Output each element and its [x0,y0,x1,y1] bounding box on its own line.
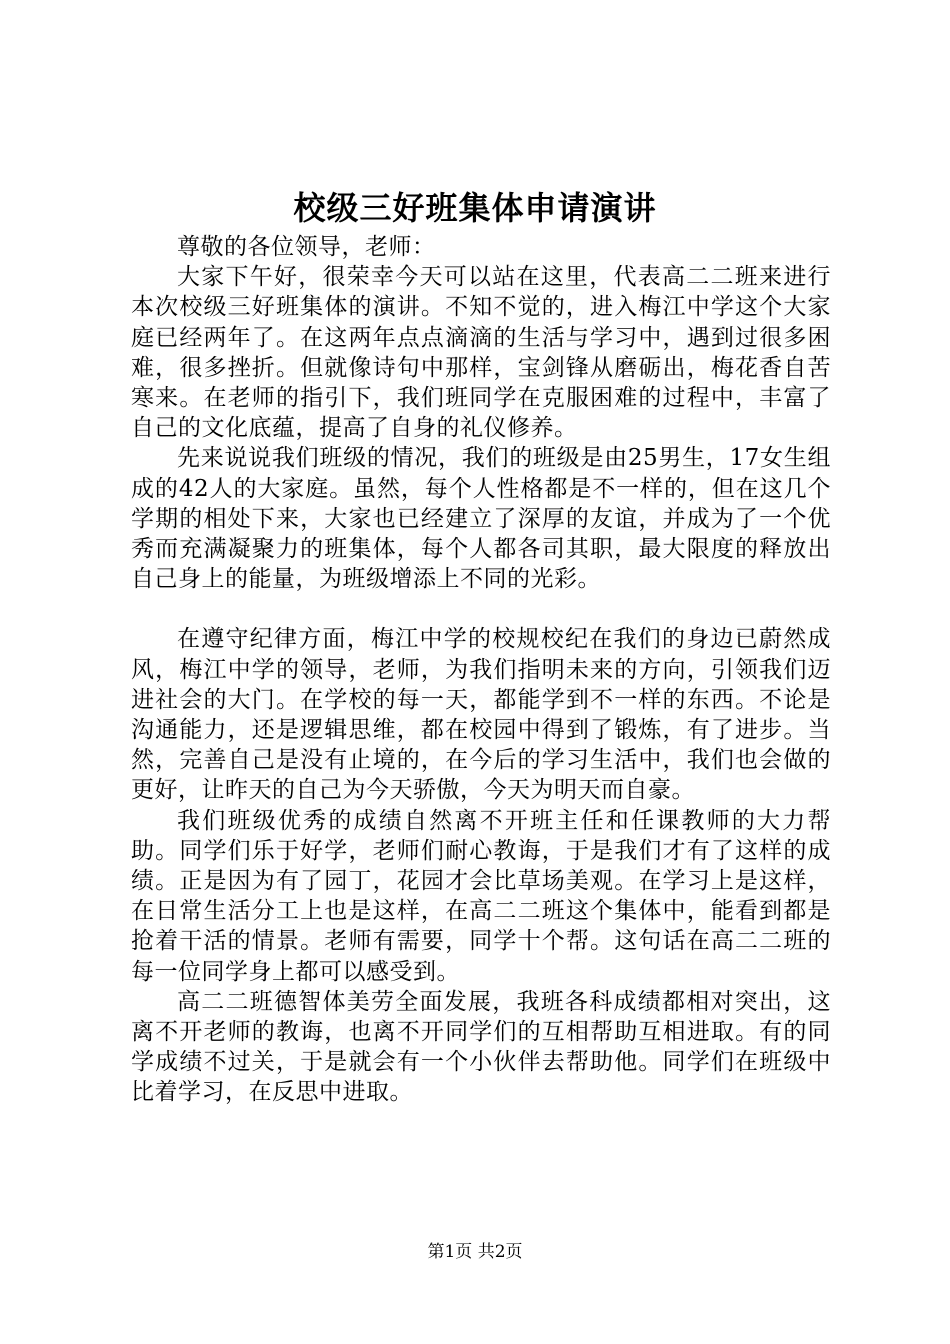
document-body [131,232,831,1108]
body-paragraph: 先来说说我们班级的情况，我们的班级是由25男生，17女生组成的42人的大家庭。虽然，每个人性格都是不一样的，但在这几个学期的相处下来，大家也已经建立了深厚的友谊，并成为了一个优秀而充满凝聚力的班集体，每个人都各司其职，最大限度的释放出自己身上的能量，为班级增添上不同的光彩。 [131,445,831,593]
body-paragraph: 我们班级优秀的成绩自然离不开班主任和任课教师的大力帮助。同学们乐于好学，老师们耐心教诲，于是我们才有了这样的成绩。正是因为有了园丁，花园才会比草场美观。在学习上是这样，在日常生活分工上也是这样，在高二二班这个集体中，能看到都是抢着干活的情景。老师有需要，同学十个帮。这句话在高二二班的每一位同学身上都可以感受到。 [131,807,831,985]
page-number-footer: 第1页 共2页 [427,1242,523,1262]
body-paragraph: 在遵守纪律方面，梅江中学的校规校纪在我们的身边已蔚然成风，梅江中学的领导，老师，为我们指明未来的方向，引领我们迈进社会的大门。在学校的每一天，都能学到不一样的东西。不论是沟通能力，还是逻辑思维，都在校园中得到了锻炼，有了进步。当然，完善自己是没有止境的，在今后的学习生活中，我们也会做的更好，让昨天的自己为今天骄傲，今天为明天而自豪。 [131,626,831,804]
body-paragraph: 大家下午好，很荣幸今天可以站在这里，代表高二二班来进行本次校级三好班集体的演讲。不知不觉的，进入梅江中学这个大家庭已经两年了。在这两年点点滴滴的生活与学习中，遇到过很多困难，很多挫折。但就像诗句中那样，宝剑锋从磨砺出，梅花香自苦寒来。在老师的指引下，我们班同学在克服困难的过程中，丰富了自己的文化底蕴，提高了自身的礼仪修养。 [131,264,831,442]
document-title: 校级三好班集体申请演讲 [293,189,657,227]
salutation-paragraph: 尊敬的各位领导，老师： [177,234,436,260]
body-paragraph: 高二二班德智体美劳全面发展，我班各科成绩都相对突出，这离不开老师的教诲，也离不开同学们的互相帮助互相进取。有的同学成绩不过关，于是就会有一个小伙伴去帮助他。同学们在班级中比着学习，在反思中进取。 [131,988,831,1106]
